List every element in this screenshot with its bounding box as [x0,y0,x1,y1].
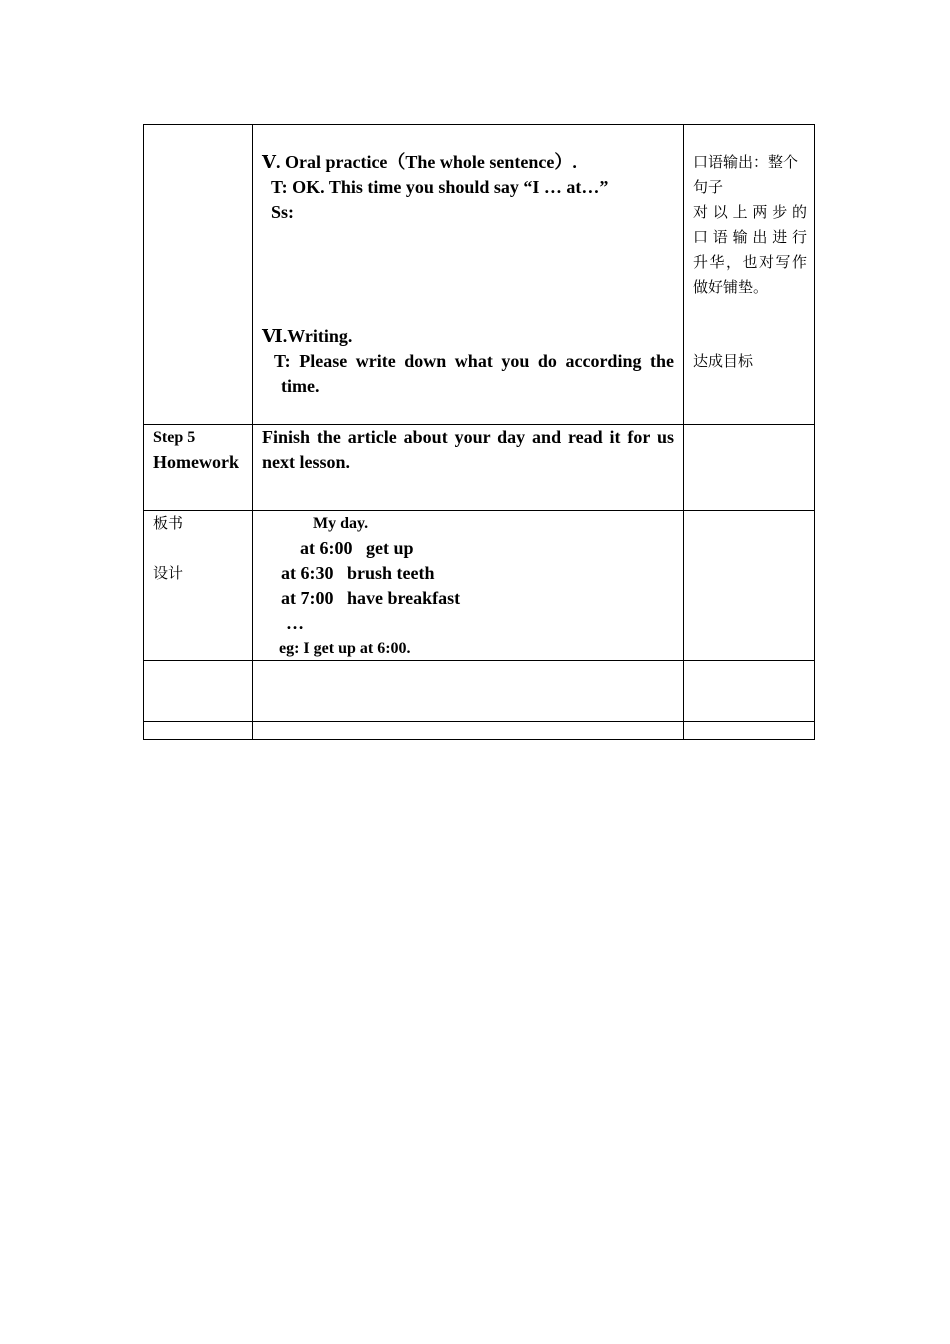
writing-heading: Ⅵ.Writing. [262,326,353,346]
oral-students-line: Ss: [271,202,295,222]
homework-content-line: Finish the article about your day and read it for us [262,427,674,447]
step-label: Step 5 [153,429,196,446]
writing-teacher-line-cont: time. [281,376,320,396]
column-divider [252,125,253,739]
note-line: 做好铺垫。 [693,278,769,296]
oral-practice-heading: Ⅴ. Oral practice（The whole sentence）. [262,152,577,172]
column-divider [683,125,684,739]
row-divider [144,721,814,722]
homework-label: Homework [153,452,239,472]
note-line: 升华，也对写作 [693,253,807,271]
note-line: 口语输出：整个 [693,153,799,171]
note-line: 口语输出进行 [693,228,807,246]
board-label-bottom: 设计 [153,564,184,582]
board-line: … [286,613,304,633]
lesson-plan-table [143,124,815,740]
board-label-top: 板书 [153,514,184,532]
note-line: 句子 [693,178,724,196]
board-title: My day. [313,515,369,532]
board-line: at 7:00 have breakfast [281,588,461,608]
board-line: at 6:00 get up [300,538,414,558]
writing-teacher-line: T: Please write down what you do according the [274,351,674,371]
note-line: 对以上两步的 [693,203,807,221]
row-divider [144,660,814,661]
note-goal: 达成目标 [693,352,754,370]
oral-teacher-line: T: OK. This time you should say “I … at…” [271,177,609,197]
board-example: eg: I get up at 6:00. [279,640,411,657]
homework-content-line: next lesson. [262,452,351,472]
board-line: at 6:30 brush teeth [281,563,435,583]
row-divider [144,510,814,511]
